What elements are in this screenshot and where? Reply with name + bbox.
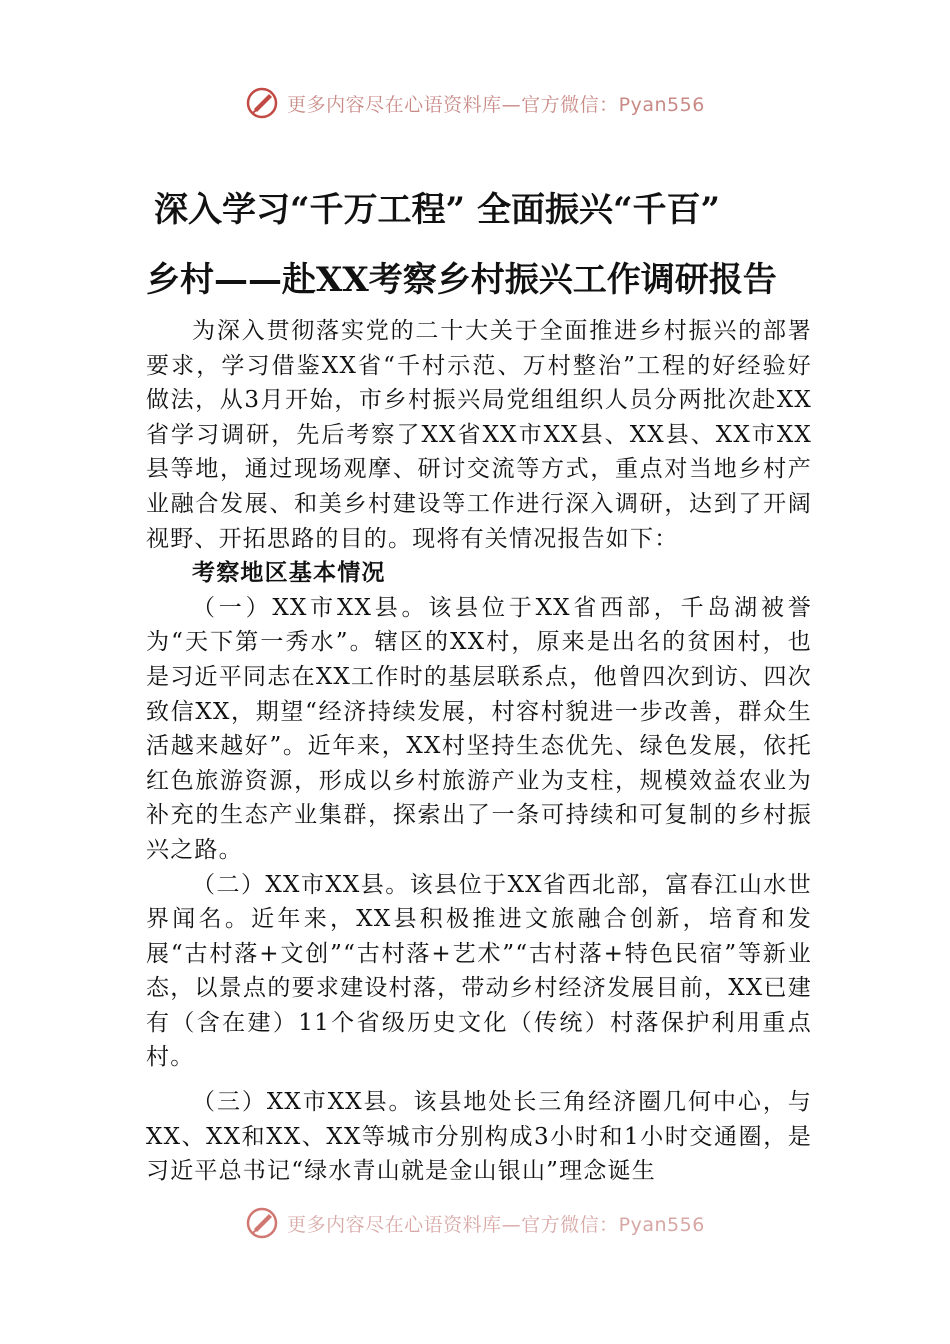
watermark-header (0, 78, 950, 128)
watermark-footer (0, 1198, 950, 1248)
watermark-text: 更多内容尽在心语资料库—官方微信：Pyan556 (287, 1213, 705, 1236)
paragraph-county-3: （三）XX市XX县。该县地处长三角经济圈几何中心，与XX、XX和XX、XX等城市分别构成3小时和1小时交通圈，是习近平总书记“绿水青山就是金山银山”理念诞生 (146, 1089, 812, 1185)
pen-seal-icon (245, 86, 279, 120)
section-heading: 考察地区基本情况 (192, 559, 386, 587)
document-title-line-2: 乡村——赴XX考察乡村振兴工作调研报告 (146, 260, 777, 300)
document-title-line-1: 深入学习“千万工程” 全面振兴“千百” (154, 190, 721, 230)
pen-seal-icon (245, 1206, 279, 1240)
watermark-text: 更多内容尽在心语资料库—官方微信：Pyan556 (287, 93, 705, 116)
paragraph-county-2: （二）XX市XX县。该县位于XX省西北部，富春江山水世界闻名。近年来，XX县积极推进文旅融合创新，培育和发展“古村落+文创”“古村落+艺术”“古村落+特色民宿”等新业态，以景点的要求建设村落，带动乡村经济发展目前，XX已建有（含在建）11个省级历史文化（传统）村落保护利用重点村。 (146, 871, 812, 1071)
intro-paragraph: 为深入贯彻落实党的二十大关于全面推进乡村振兴的部署要求，学习借鉴XX省“千村示范、万村整治”工程的好经验好做法，从3月开始，市乡村振兴局党组组织人员分两批次赴XX省学习调研，先后考察了XX省XX市XX县、XX县、XX市XX县等地，通过现场观摩、研讨交流等方式，重点对当地乡村产业融合发展、和美乡村建设等工作进行深入调研，达到了开阔视野、开拓思路的目的。现将有关情况报告如下： (146, 318, 812, 552)
document-body (146, 314, 812, 1189)
paragraph-county-1: （一）XX市XX县。该县位于XX省西部，千岛湖被誉为“天下第一秀水”。辖区的XX村，原来是出名的贫困村，也是习近平同志在XX工作时的基层联系点，他曾四次到访、四次致信XX，期望“经济持续发展，村容村貌进一步改善，群众生活越来越好”。近年来，XX村坚持生态优先、绿色发展，依托红色旅游资源，形成以乡村旅游产业为支柱，规模效益农业为补充的生态产业集群，探索出了一条可持续和可复制的乡村振兴之路。 (146, 594, 812, 863)
